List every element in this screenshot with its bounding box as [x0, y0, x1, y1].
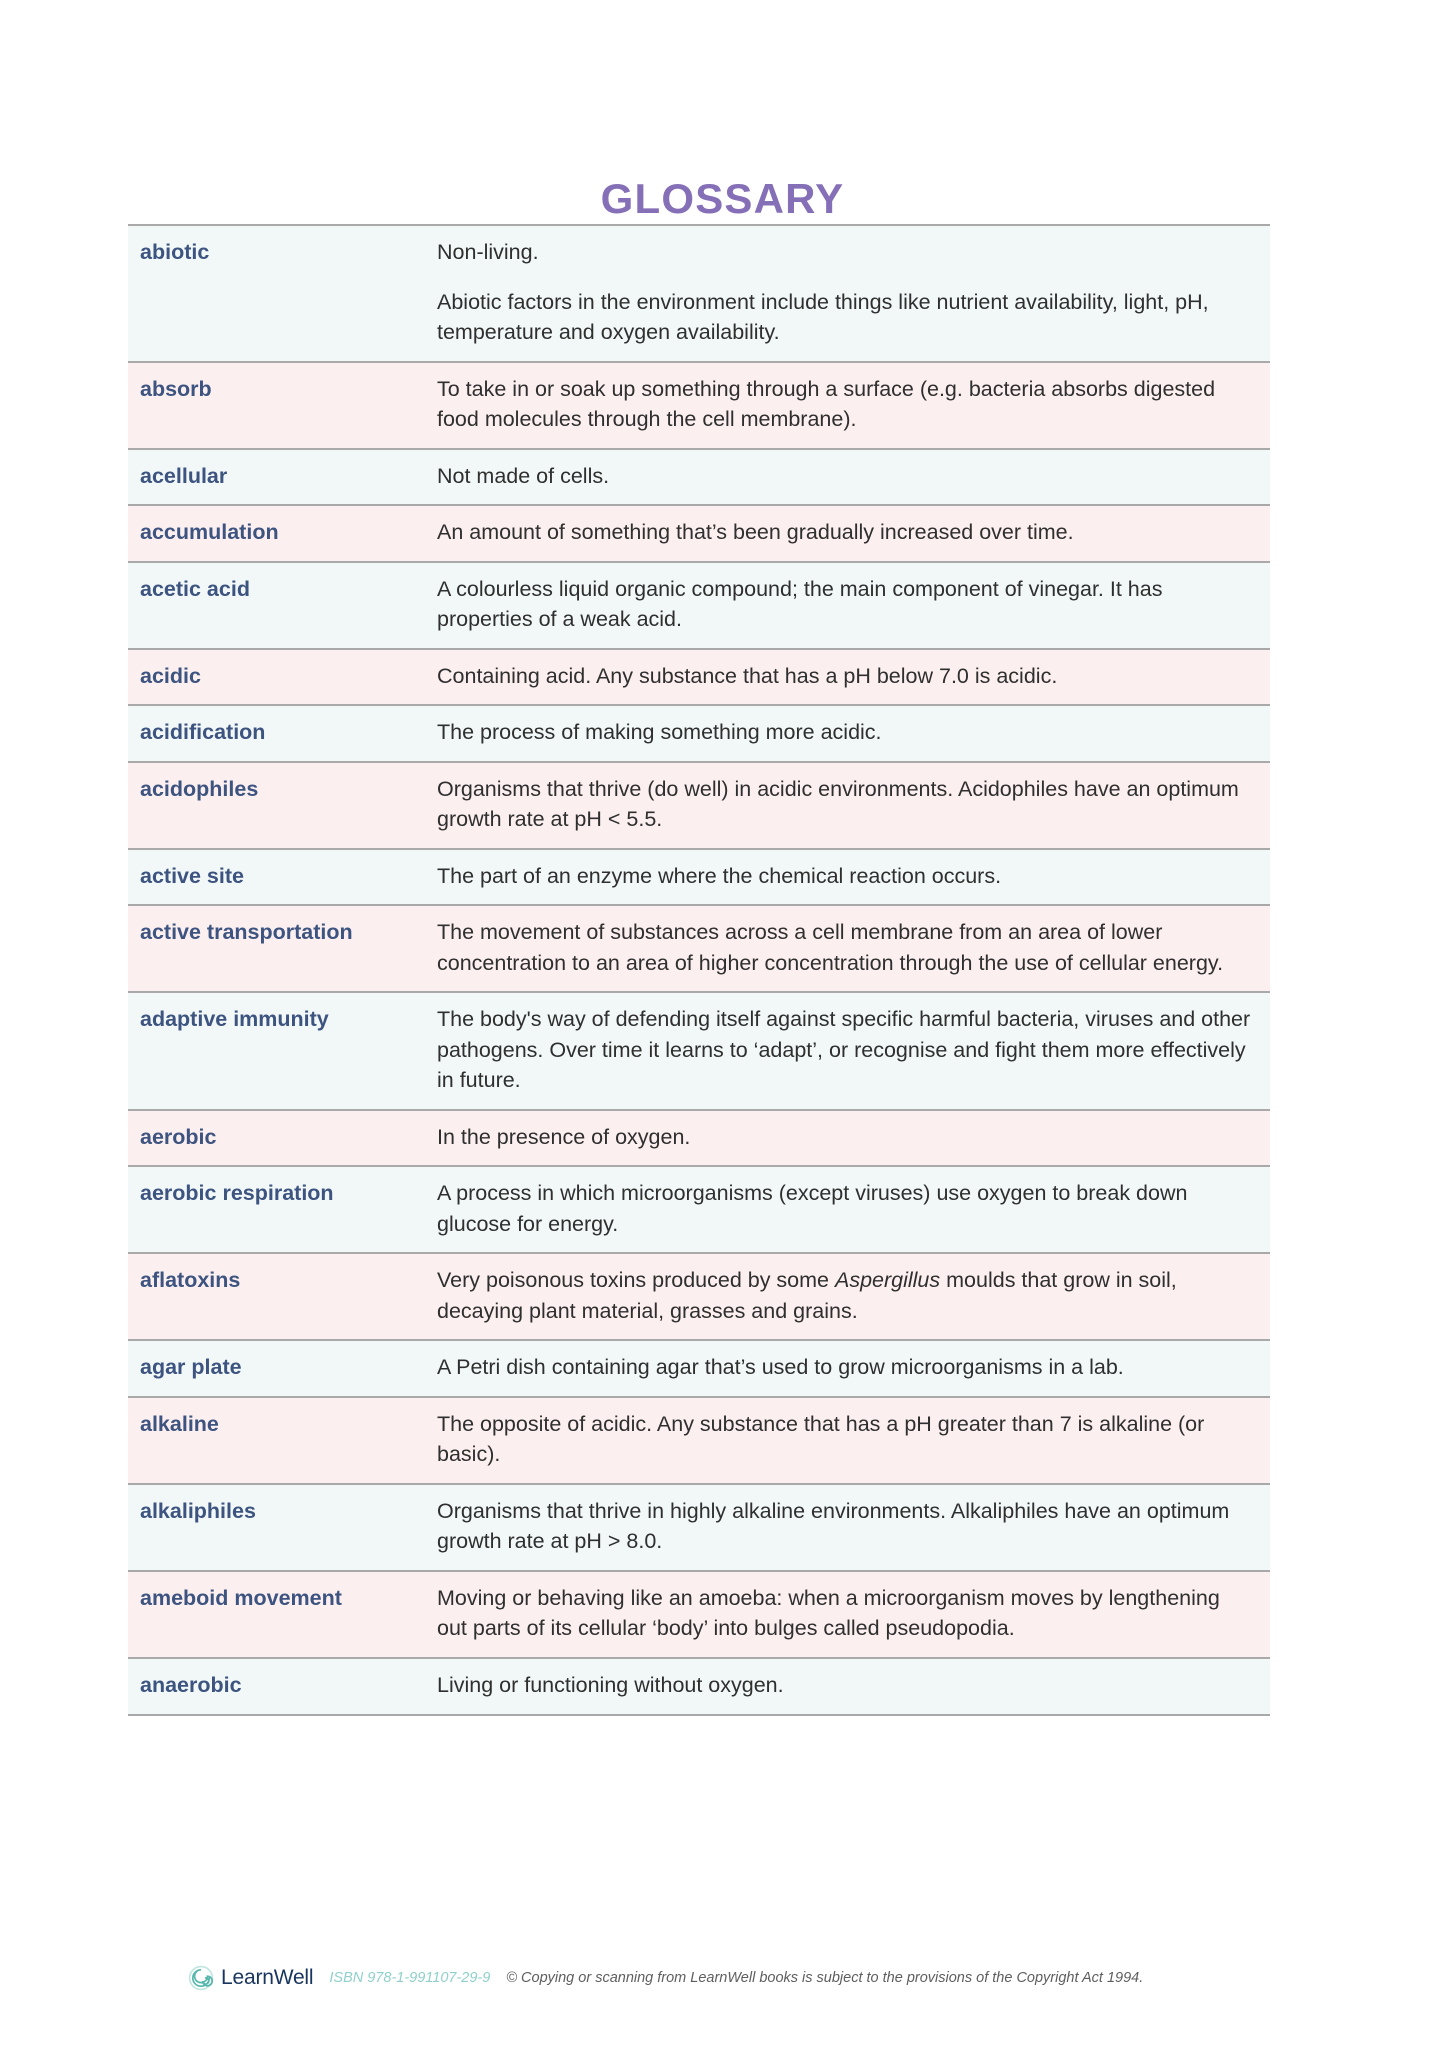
- glossary-definition-paragraph: Very poisonous toxins produced by some Aspergillus moulds that grow in soil, decaying plant material, grasses and grains.: [437, 1268, 1177, 1323]
- glossary-definition: [435, 649, 1270, 706]
- glossary-term: agar plate: [140, 1355, 242, 1380]
- isbn-text: ISBN 978-1-991107-29-9: [329, 1970, 491, 1986]
- glossary-row: [128, 1166, 1270, 1253]
- glossary-definition-paragraph: Living or functioning without oxygen.: [437, 1672, 784, 1697]
- glossary-definition-paragraph: Organisms that thrive (do well) in acidic environments. Acidophiles have an optimum growth rate at pH < 5.5.: [437, 776, 1239, 832]
- glossary-row: [128, 1253, 1270, 1340]
- glossary-definition: [435, 992, 1270, 1110]
- glossary-term: acidic: [140, 663, 201, 688]
- glossary-term: aerobic respiration: [140, 1181, 334, 1206]
- glossary-term: ameboid movement: [140, 1585, 342, 1610]
- glossary-row: [128, 1571, 1270, 1658]
- glossary-term: abiotic: [140, 240, 210, 264]
- glossary-term: anaerobic: [140, 1672, 242, 1697]
- glossary-term: accumulation: [140, 520, 279, 545]
- glossary-definition: [435, 1571, 1270, 1658]
- glossary-row: [128, 1658, 1270, 1715]
- glossary-definition-paragraph: Containing acid. Any substance that has a pH below 7.0 is acidic.: [437, 663, 1058, 688]
- glossary-row: [128, 705, 1270, 762]
- glossary-row: [128, 1110, 1270, 1167]
- glossary-row: [128, 362, 1270, 449]
- glossary-term: acidification: [140, 720, 266, 745]
- glossary-definition-paragraph: A colourless liquid organic compound; the main component of vinegar. It has properties of a weak acid.: [437, 576, 1163, 632]
- glossary-definition: [435, 1658, 1270, 1715]
- glossary-definition-paragraph: In the presence of oxygen.: [437, 1124, 691, 1149]
- page-title: GLOSSARY: [600, 175, 845, 223]
- glossary-definition: [435, 849, 1270, 906]
- glossary-row: [128, 849, 1270, 906]
- glossary-definition: [435, 1166, 1270, 1253]
- glossary-term: active site: [140, 863, 244, 888]
- glossary-row: [128, 992, 1270, 1110]
- glossary-row: [128, 1397, 1270, 1484]
- glossary-definition-paragraph: A process in which microorganisms (except viruses) use oxygen to break down glucose for energy.: [437, 1181, 1188, 1236]
- glossary-definition: [435, 225, 1270, 362]
- glossary-definition-paragraph: Non-living.: [437, 240, 539, 264]
- glossary-definition-paragraph: The movement of substances across a cell membrane from an area of lower concentration to an area of higher concentration through the use of cellular energy.: [437, 920, 1224, 975]
- glossary-definition-paragraph: The opposite of acidic. Any substance that has a pH greater than 7 is alkaline (or basic).: [437, 1411, 1205, 1467]
- glossary-definition: [435, 705, 1270, 762]
- glossary-term: aerobic: [140, 1124, 217, 1149]
- glossary-term: alkaline: [140, 1411, 219, 1436]
- glossary-definition: [435, 362, 1270, 449]
- glossary-definition: [435, 905, 1270, 992]
- glossary-definition-paragraph: Abiotic factors in the environment include things like nutrient availability, light, pH, temperature and oxygen availability.: [437, 289, 1209, 345]
- glossary-definition: [435, 1340, 1270, 1397]
- glossary-definition-paragraph: An amount of something that’s been gradually increased over time.: [437, 520, 1074, 545]
- glossary-definition: [435, 1253, 1270, 1340]
- glossary-term: acetic acid: [140, 576, 250, 601]
- glossary-row: [128, 449, 1270, 506]
- glossary-table: [128, 224, 1270, 1716]
- glossary-definition: [435, 762, 1270, 849]
- learnwell-brand-name: LearnWell: [221, 1966, 314, 1989]
- glossary-row: [128, 225, 1270, 362]
- glossary-definition-paragraph: Not made of cells.: [437, 463, 610, 488]
- glossary-row: [128, 1340, 1270, 1397]
- glossary-row: [128, 649, 1270, 706]
- glossary-definition-paragraph: The body's way of defending itself against specific harmful bacteria, viruses and other pathogens. Over time it learns to ‘adapt’, or recognise and fight them more effectively in future.: [437, 1007, 1251, 1093]
- glossary-definition: [435, 1484, 1270, 1571]
- glossary-term: acidophiles: [140, 776, 259, 801]
- glossary-term: acellular: [140, 463, 228, 488]
- glossary-term: absorb: [140, 376, 212, 401]
- glossary-table-body: [128, 225, 1270, 1715]
- glossary-definition-paragraph: To take in or soak up something through a surface (e.g. bacteria absorbs digested food molecules through the cell membrane).: [437, 376, 1216, 432]
- glossary-definition: [435, 562, 1270, 649]
- glossary-row: [128, 1484, 1270, 1571]
- glossary-definition-paragraph: A Petri dish containing agar that’s used to grow microorganisms in a lab.: [437, 1355, 1124, 1380]
- glossary-definition-paragraph: Organisms that thrive in highly alkaline environments. Alkaliphiles have an optimum growth rate at pH > 8.0.: [437, 1498, 1230, 1554]
- glossary-definition-paragraph: The process of making something more acidic.: [437, 720, 882, 745]
- page-footer: [188, 1965, 1143, 1991]
- glossary-definition: [435, 1110, 1270, 1167]
- glossary-row: [128, 905, 1270, 992]
- glossary-definition: [435, 449, 1270, 506]
- glossary-term: alkaliphiles: [140, 1498, 256, 1523]
- learnwell-spiral-icon: [188, 1965, 214, 1991]
- glossary-definition-paragraph: Moving or behaving like an amoeba: when a microorganism moves by lengthening out parts of its cellular ‘body’ into bulges called pseudopodia.: [437, 1585, 1220, 1641]
- glossary-definition: [435, 505, 1270, 562]
- glossary-term: adaptive immunity: [140, 1007, 329, 1032]
- glossary-definition: [435, 1397, 1270, 1484]
- copyright-notice: © Copying or scanning from LearnWell books is subject to the provisions of the Copyright Act 1994.: [506, 1970, 1144, 1986]
- glossary-definition-paragraph: The part of an enzyme where the chemical reaction occurs.: [437, 863, 1002, 888]
- glossary-row: [128, 505, 1270, 562]
- glossary-term: aflatoxins: [140, 1268, 241, 1293]
- glossary-row: [128, 762, 1270, 849]
- glossary-row: [128, 562, 1270, 649]
- glossary-term: active transportation: [140, 920, 353, 945]
